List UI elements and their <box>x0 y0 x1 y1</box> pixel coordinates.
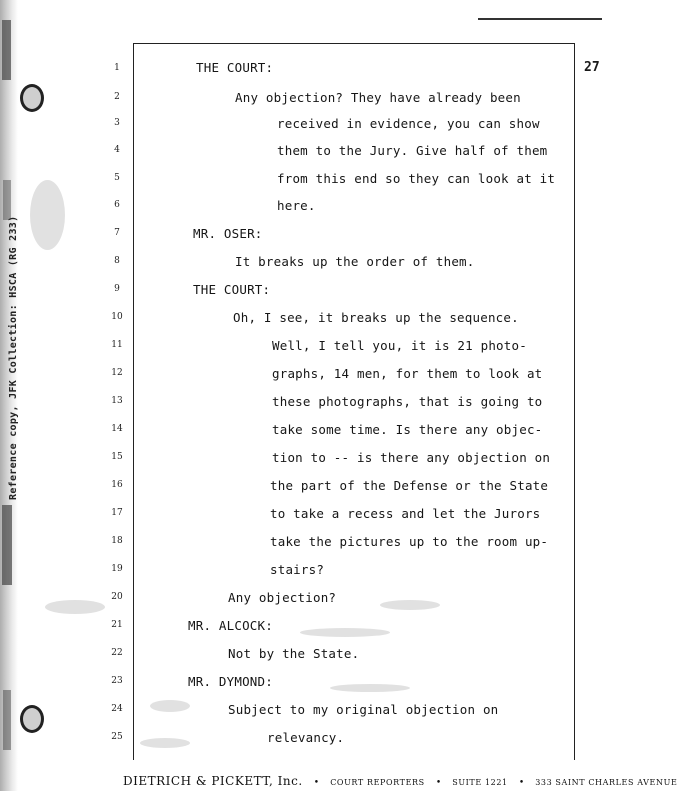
transcript-line: the part of the Defense or the State <box>270 478 549 493</box>
speaker-label: MR. OSER: <box>193 226 263 241</box>
scan-smudge <box>3 690 11 750</box>
speaker-label: THE COURT: <box>196 60 274 75</box>
scan-noise <box>30 180 65 250</box>
transcript-line: Any objection? <box>228 590 337 605</box>
transcript-line: tion to -- is there any objection on <box>272 450 551 465</box>
scan-noise <box>150 700 190 712</box>
scan-noise <box>300 628 390 637</box>
line-number: 8 <box>114 256 120 266</box>
transcript-line: Subject to my original objection on <box>228 702 499 717</box>
line-number: 16 <box>111 480 123 490</box>
transcript-line: received in evidence, you can show <box>277 116 540 131</box>
reporter-suite: SUITE 1221 <box>452 778 508 787</box>
speaker-label: THE COURT: <box>193 282 271 297</box>
line-number: 14 <box>111 424 123 434</box>
line-number: 18 <box>111 536 123 546</box>
reporter-role: COURT REPORTERS <box>330 778 425 787</box>
line-number: 24 <box>111 704 123 714</box>
binder-hole-icon <box>20 705 44 733</box>
transcript-line: them to the Jury. Give half of them <box>277 143 548 158</box>
line-number: 15 <box>111 452 123 462</box>
reporter-address: 333 SAINT CHARLES AVENUE <box>535 778 677 787</box>
line-number: 22 <box>111 648 123 658</box>
transcript-line: Any objection? They have already been <box>235 90 521 105</box>
speaker-label: MR. DYMOND: <box>188 674 273 689</box>
line-number: 20 <box>111 592 123 602</box>
line-number: 1 <box>114 63 120 73</box>
scan-smudge <box>3 180 11 220</box>
scan-noise <box>330 684 410 692</box>
line-number: 17 <box>111 508 123 518</box>
scan-smudge <box>2 20 11 80</box>
separator-dot-icon: • <box>313 778 320 788</box>
transcript-line: relevancy. <box>267 730 345 745</box>
scan-smudge <box>2 505 12 585</box>
line-number: 7 <box>114 228 120 238</box>
separator-dot-icon: • <box>435 778 442 788</box>
page-number: 27 <box>584 60 600 75</box>
line-number: 23 <box>111 676 123 686</box>
line-number: 4 <box>114 145 120 155</box>
reporter-firm: DIETRICH & PICKETT, Inc. <box>123 774 303 788</box>
scan-noise <box>45 600 105 614</box>
line-number: 13 <box>111 396 123 406</box>
separator-dot-icon: • <box>518 778 525 788</box>
transcript-line: here. <box>277 198 316 213</box>
line-number: 10 <box>111 312 123 322</box>
transcript-line: It breaks up the order of them. <box>235 254 475 269</box>
transcript-line: stairs? <box>270 562 325 577</box>
line-number: 11 <box>111 340 123 350</box>
reporter-footer <box>123 770 677 789</box>
line-number: 5 <box>114 173 120 183</box>
line-number: 9 <box>114 284 120 294</box>
line-number: 6 <box>114 200 120 210</box>
line-number: 3 <box>114 118 120 128</box>
transcript-line: these photographs, that is going to <box>272 394 543 409</box>
transcript-line: graphs, 14 men, for them to look at <box>272 366 543 381</box>
line-number: 19 <box>111 564 123 574</box>
transcript-line: to take a recess and let the Jurors <box>270 506 541 521</box>
transcript-line: Not by the State. <box>228 646 360 661</box>
line-number: 25 <box>111 732 123 742</box>
archive-reference-stamp: Reference copy, JFK Collection: HSCA (RG 233) <box>8 215 19 500</box>
transcript-line: take the pictures up to the room up- <box>270 534 549 549</box>
transcript-line: from this end so they can look at it <box>277 171 556 186</box>
transcript-line: Oh, I see, it breaks up the sequence. <box>233 310 519 325</box>
speaker-label: MR. ALCOCK: <box>188 618 273 633</box>
binder-hole-icon <box>20 84 44 112</box>
scan-noise <box>380 600 440 610</box>
line-number: 21 <box>111 620 123 630</box>
header-rule <box>478 18 602 20</box>
transcript-line: Well, I tell you, it is 21 photo- <box>272 338 527 353</box>
line-number: 2 <box>114 92 120 102</box>
line-number: 12 <box>111 368 123 378</box>
transcript-line: take some time. Is there any objec- <box>272 422 543 437</box>
scan-noise <box>140 738 190 748</box>
